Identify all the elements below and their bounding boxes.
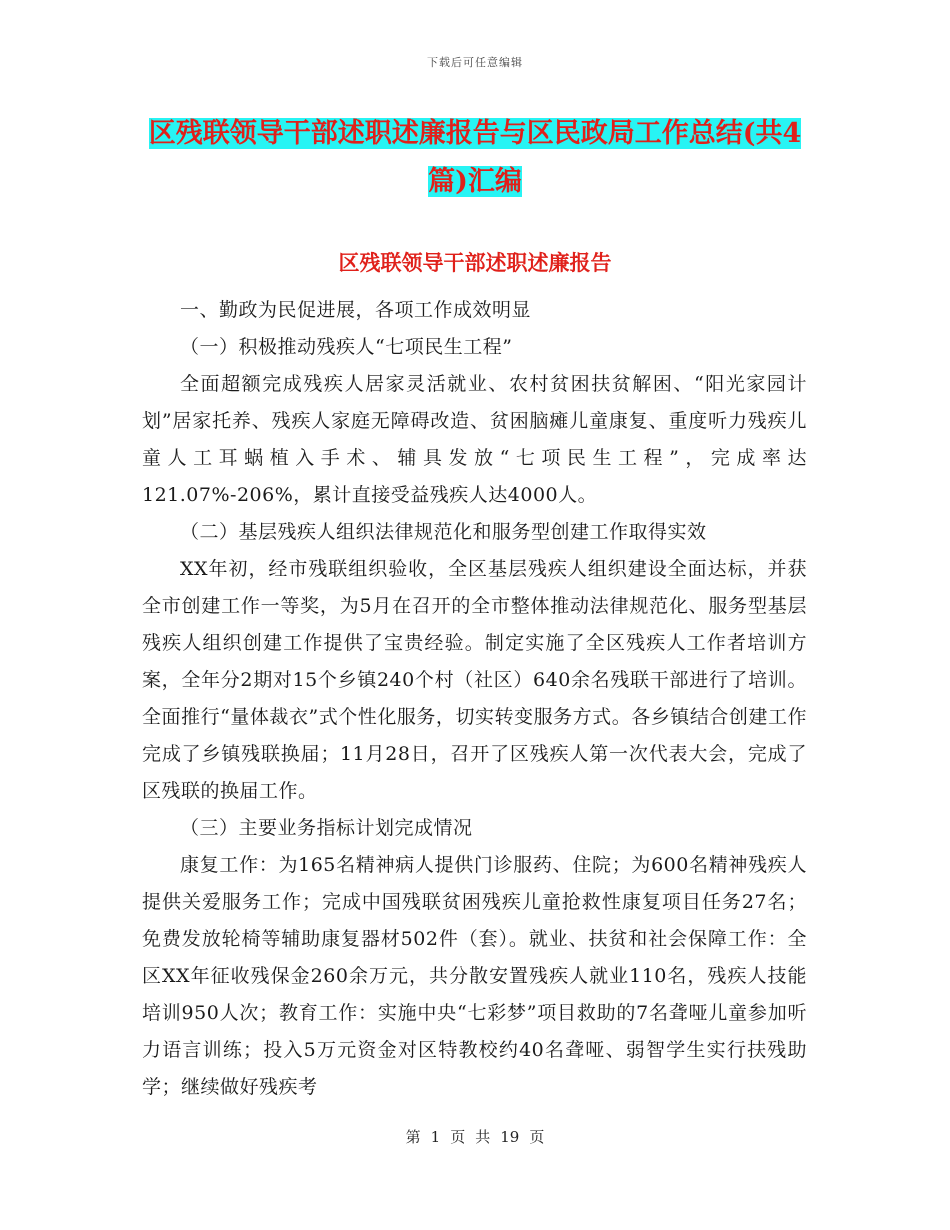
subheading-1: （一）积极推动残疾人“七项民生工程” (180, 336, 513, 358)
footer-suffix: 页 (529, 1128, 545, 1146)
paragraph: 全面超额完成残疾人居家灵活就业、农村贫困扶贫解困、“阳光家园计划”居家托养、残疾人家庭无障碍改造、贫困脑瘫儿童康复、重度听力残疾儿童人工耳蜗植入手术、辅具发放“七项民生工程”，完成率达121.07%-206%，累计直接受益残疾人达4000人。 (142, 373, 807, 506)
total-pages: 19 (500, 1128, 520, 1146)
paragraph: XX年初，经市残联组织验收，全区基层残疾人组织建设全面达标，并获全市创建工作一等奖，为5月在召开的全市整体推动法律规范化、服务型基层残疾人组织创建工作提供了宝贵经验。制定实施了全区残疾人工作者培训方案，全年分2期对15个乡镇240个村（社区）640余名残联干部进行了培训。全面推行“量体裁衣”式个性化服务，切实转变服务方式。各乡镇结合创建工作完成了乡镇残联换届；11月28日，召开了区残疾人第一次代表大会，完成了区残联的换届工作。 (142, 558, 807, 802)
page-number: 1 (430, 1128, 441, 1146)
document-title (140, 110, 810, 206)
footer-total-prefix: 共 (475, 1128, 491, 1146)
body-content (142, 292, 807, 1106)
footer-mid: 页 (450, 1128, 466, 1146)
page-footer (0, 1126, 950, 1147)
footer-prefix: 第 (405, 1128, 421, 1146)
page-header: 下载后可任意编辑 (427, 56, 523, 69)
subheading-3: （三）主要业务指标计划完成情况 (180, 817, 473, 839)
title-text: 区残联领导干部述职述廉报告与区民政局工作总结(共4篇)汇编 (148, 118, 802, 197)
subheading-2: （二）基层残疾人组织法律规范化和服务型创建工作取得实效 (180, 521, 707, 543)
heading-1: 一、勤政为民促进展，各项工作成效明显 (180, 299, 532, 321)
section-title: 区残联领导干部述职述廉报告 (338, 250, 612, 275)
paragraph: 康复工作：为165名精神病人提供门诊服药、住院；为600名精神残疾人提供关爱服务工作；完成中国残联贫困残疾儿童抢救性康复项目任务27名；免费发放轮椅等辅助康复器材502件（套）。就业、扶贫和社会保障工作：全区XX年征收残保金260余万元，共分散安置残疾人就业110名，残疾人技能培训950人次；教育工作：实施中央“七彩梦”项目救助的7名聋哑儿童参加听力语言训练；投入5万元资金对区特教校约40名聋哑、弱智学生实行扶残助学；继续做好残疾考 (142, 854, 807, 1098)
